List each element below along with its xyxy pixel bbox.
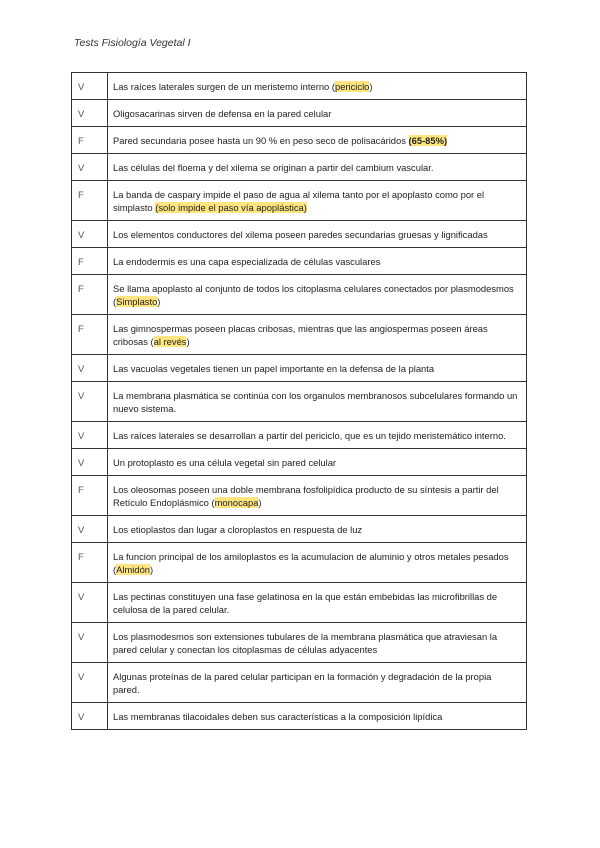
statement-text: Los elementos conductores del xilema poseen paredes secundarias gruesas y lignificadas: [113, 229, 488, 240]
statement-cell: [108, 248, 527, 275]
statement-text: La banda de caspary impide el paso de agua al xilema tanto por el apoplasto como por el simplasto: [113, 189, 485, 213]
answer-cell: F: [72, 127, 108, 154]
answer-cell: F: [72, 315, 108, 355]
statement-cell: [108, 543, 527, 583]
answer-cell: V: [72, 623, 108, 663]
statement-cell: [108, 154, 527, 181]
table-row: [72, 355, 527, 382]
table-row: [72, 248, 527, 275]
correction-highlight: Almidón: [116, 564, 150, 575]
table-row: [72, 275, 527, 315]
table-row: [72, 73, 527, 100]
statement-text: Las gimnospermas poseen placas cribosas, mientras que las angiospermas poseen áreas cribosas (: [113, 323, 488, 347]
statement-suffix: ): [186, 336, 190, 347]
table-row: [72, 583, 527, 623]
statement-cell: [108, 623, 527, 663]
statement-text: Los oleosomas poseen una doble membrana fosfolipídica producto de su síntesis a partir del Retículo Endoplásmico (: [113, 484, 499, 508]
answer-cell: F: [72, 275, 108, 315]
answer-cell: F: [72, 181, 108, 221]
statement-cell: [108, 703, 527, 730]
table-row: [72, 663, 527, 703]
statement-text: Pared secundaria posee hasta un 90 % en peso seco de polisacáridos: [113, 135, 409, 146]
statement-cell: [108, 355, 527, 382]
statement-text: Los etioplastos dan lugar a cloroplastos en respuesta de luz: [113, 524, 363, 535]
table-row: [72, 100, 527, 127]
statement-text: La funcion principal de los amiloplastos es la acumulacion de aluminio y otros metales pesados (: [113, 551, 509, 575]
statement-cell: [108, 422, 527, 449]
answer-cell: V: [72, 73, 108, 100]
statement-text: La membrana plasmática se continúa con los organulos membranosos subcelulares formando un nuevo sistema.: [113, 390, 518, 414]
statement-cell: [108, 127, 527, 154]
answer-cell: V: [72, 703, 108, 730]
answer-cell: V: [72, 516, 108, 543]
answer-cell: F: [72, 476, 108, 516]
statement-cell: [108, 663, 527, 703]
statement-cell: [108, 583, 527, 623]
statement-cell: [108, 315, 527, 355]
table-row: [72, 543, 527, 583]
statement-text: Se llama apoplasto al conjunto de todos los citoplasma celulares conectados por plasmodesmos (: [113, 283, 514, 307]
statement-text: La endodermis es una capa especializada de células vasculares: [113, 256, 381, 267]
statement-cell: [108, 476, 527, 516]
correction-highlight: monocapa: [214, 497, 259, 508]
statement-text: Las raíces laterales se desarrollan a partir del periciclo, que es un tejido meristemático interno.: [113, 430, 506, 441]
answer-cell: V: [72, 449, 108, 476]
table-row: [72, 382, 527, 422]
answer-cell: F: [72, 543, 108, 583]
answer-cell: V: [72, 355, 108, 382]
statement-text: Las vacuolas vegetales tienen un papel importante en la defensa de la planta: [113, 363, 435, 374]
statement-text: Las membranas tilacoidales deben sus características a la composición lipídica: [113, 711, 443, 722]
table-row: [72, 449, 527, 476]
statement-text: Un protoplasto es una célula vegetal sin pared celular: [113, 457, 337, 468]
statement-suffix: ): [258, 497, 262, 508]
correction-highlight: periciclo: [334, 81, 370, 92]
statement-cell: [108, 100, 527, 127]
table-row: [72, 154, 527, 181]
correction-highlight: (65-85%): [408, 135, 448, 146]
quiz-table-body: [72, 73, 527, 730]
statement-text: Los plasmodesmos son extensiones tubulares de la membrana plasmática que atraviesan la pared celular y conectan los citoplasmas de células adyacentes: [113, 631, 498, 655]
statement-cell: [108, 181, 527, 221]
table-row: [72, 623, 527, 663]
answer-cell: V: [72, 100, 108, 127]
table-row: [72, 516, 527, 543]
table-row: [72, 422, 527, 449]
table-row: [72, 703, 527, 730]
statement-cell: [108, 382, 527, 422]
answer-cell: V: [72, 583, 108, 623]
statement-suffix: ): [369, 81, 373, 92]
answer-cell: V: [72, 422, 108, 449]
table-row: [72, 315, 527, 355]
statement-text: Las células del floema y del xilema se originan a partir del cambium vascular.: [113, 162, 434, 173]
answer-cell: F: [72, 248, 108, 275]
answer-cell: V: [72, 382, 108, 422]
statement-suffix: ): [157, 296, 161, 307]
correction-highlight: (solo impide el paso vía apoplástica): [155, 202, 307, 213]
statement-cell: [108, 221, 527, 248]
statement-cell: [108, 275, 527, 315]
answer-cell: V: [72, 663, 108, 703]
statement-text: Algunas proteínas de la pared celular participan en la formación y degradación de la propia pared.: [113, 671, 492, 695]
statement-cell: [108, 449, 527, 476]
statement-cell: [108, 516, 527, 543]
table-row: [72, 476, 527, 516]
quiz-table: [71, 72, 527, 730]
statement-text: Oligosacarinas sirven de defensa en la pared celular: [113, 108, 332, 119]
statement-suffix: ): [150, 564, 154, 575]
answer-cell: V: [72, 221, 108, 248]
correction-highlight: al revés: [153, 336, 187, 347]
statement-text: Las pectinas constituyen una fase gelatinosa en la que están embebidas las microfibrillas de celulosa de la pared celular.: [113, 591, 498, 615]
table-row: [72, 221, 527, 248]
statement-cell: [108, 73, 527, 100]
statement-text: Las raíces laterales surgen de un meristemo interno (: [113, 81, 335, 92]
document-header: Tests Fisiología Vegetal I: [74, 37, 191, 49]
answer-cell: V: [72, 154, 108, 181]
correction-highlight: Simplasto: [116, 296, 158, 307]
table-row: [72, 181, 527, 221]
table-row: [72, 127, 527, 154]
